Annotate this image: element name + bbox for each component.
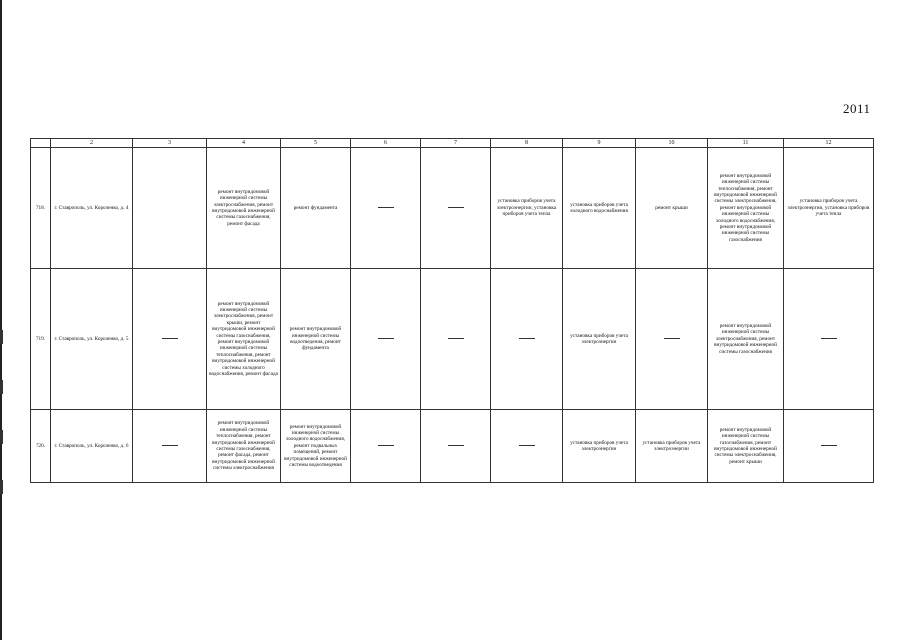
header-cell: 6 [351, 139, 421, 148]
empty-dash [448, 445, 464, 446]
cell-col9: установка приборов учета электроэнергии [563, 269, 636, 410]
cell-col5: ремонт фундамента [281, 148, 351, 269]
empty-dash [162, 338, 178, 339]
cell-col7 [421, 410, 491, 483]
empty-dash [378, 445, 394, 446]
header-cell: 5 [281, 139, 351, 148]
cell-col7 [421, 269, 491, 410]
header-cell: 7 [421, 139, 491, 148]
header-cell: 11 [708, 139, 784, 148]
header-cell: 9 [563, 139, 636, 148]
empty-dash [821, 445, 837, 446]
empty-dash [448, 207, 464, 208]
cell-col6 [351, 148, 421, 269]
cell-col11: ремонт внутридомовой инженерной системы газоснабжения, ремонт внутридомовой инженерной системы электроснабжения, ремонт крыши [708, 410, 784, 483]
cell-col10: ремонт крыши [636, 148, 708, 269]
cell-col10 [636, 269, 708, 410]
header-cell: 12 [784, 139, 874, 148]
cell-col5: ремонт внутридомовой инженерной системы водоотведения, ремонт фундамента [281, 269, 351, 410]
cell-col9: установка приборов учета холодного водоснабжения [563, 148, 636, 269]
cell-col3 [133, 269, 207, 410]
cell-col3 [133, 410, 207, 483]
header-cell: 8 [491, 139, 563, 148]
cell-col4: ремонт внутридомовой инженерной системы электроснабжения, ремонт внутридомовой инженерной системы газоснабжения, ремонт фасада [207, 148, 281, 269]
empty-dash [162, 445, 178, 446]
row-number: 719. [31, 269, 51, 410]
row-number: 720. [31, 410, 51, 483]
header-row [31, 139, 874, 148]
empty-dash [519, 338, 535, 339]
cell-col8 [491, 269, 563, 410]
empty-dash [519, 445, 535, 446]
cell-col6 [351, 410, 421, 483]
row-address: г. Ставрополь, ул. Короленко, д. 6 [51, 410, 133, 483]
row-address: г. Ставрополь, ул. Короленко, д. 4 [51, 148, 133, 269]
cell-col4: ремонт внутридомовой инженерной системы электроснабжения, ремонт крыши, ремонт внутридомовой инженерной системы газоснабжения, ремонт внутридомовой инженерной системы теплоснабжения, ремонт внутридомовой инженерной системы холодного водоснабжения, ремонт фасада [207, 269, 281, 410]
header-cell [31, 139, 51, 148]
table-row [31, 410, 874, 483]
cell-col12 [784, 269, 874, 410]
cell-col3 [133, 148, 207, 269]
row-address: г. Ставрополь, ул. Короленко, д. 5 [51, 269, 133, 410]
header-cell: 10 [636, 139, 708, 148]
cell-col12 [784, 410, 874, 483]
cell-col10: установка приборов учета электроэнергии [636, 410, 708, 483]
empty-dash [378, 207, 394, 208]
cell-col8 [491, 410, 563, 483]
cell-col5: ремонт внутридомовой инженерной системы холодного водоснабжения, ремонт подвальных помещений, ремонт внутридомовой инженерной системы водоотведения [281, 410, 351, 483]
empty-dash [664, 338, 680, 339]
table-row [31, 148, 874, 269]
cell-col11: ремонт внутридомовой инженерной системы теплоснабжения, ремонт внутридомовой инженерной системы электроснабжения, ремонт внутридомовой инженерной системы холодного водоснабжения, ремонт внутридомовой инженерной системы газоснабжения [708, 148, 784, 269]
works-table [30, 138, 874, 483]
cell-col6 [351, 269, 421, 410]
left-scan-edge [0, 0, 2, 640]
header-cell: 4 [207, 139, 281, 148]
cell-col11: ремонт внутридомовой инженерной системы электроснабжения, ремонт внутридомовой инженерной системы газоснабжения [708, 269, 784, 410]
cell-col4: ремонт внутридомовой инженерной системы теплоснабжения, ремонт внутридомовой инженерной системы газоснабжения, ремонт фасада, ремонт внутридомовой инженерной системы электроснабжения [207, 410, 281, 483]
header-cell: 2 [51, 139, 133, 148]
cell-col8: установка приборов учета электроэнергии, установка приборов учета тепла [491, 148, 563, 269]
header-cell: 3 [133, 139, 207, 148]
empty-dash [821, 338, 837, 339]
table-row [31, 269, 874, 410]
empty-dash [378, 338, 394, 339]
cell-col7 [421, 148, 491, 269]
cell-col9: установка приборов учета электроэнергии [563, 410, 636, 483]
row-number: 718. [31, 148, 51, 269]
cell-col12: установка приборов учета электроэнергии, установка приборов учета тепла [784, 148, 874, 269]
empty-dash [448, 338, 464, 339]
page-year: 2011 [843, 101, 871, 116]
